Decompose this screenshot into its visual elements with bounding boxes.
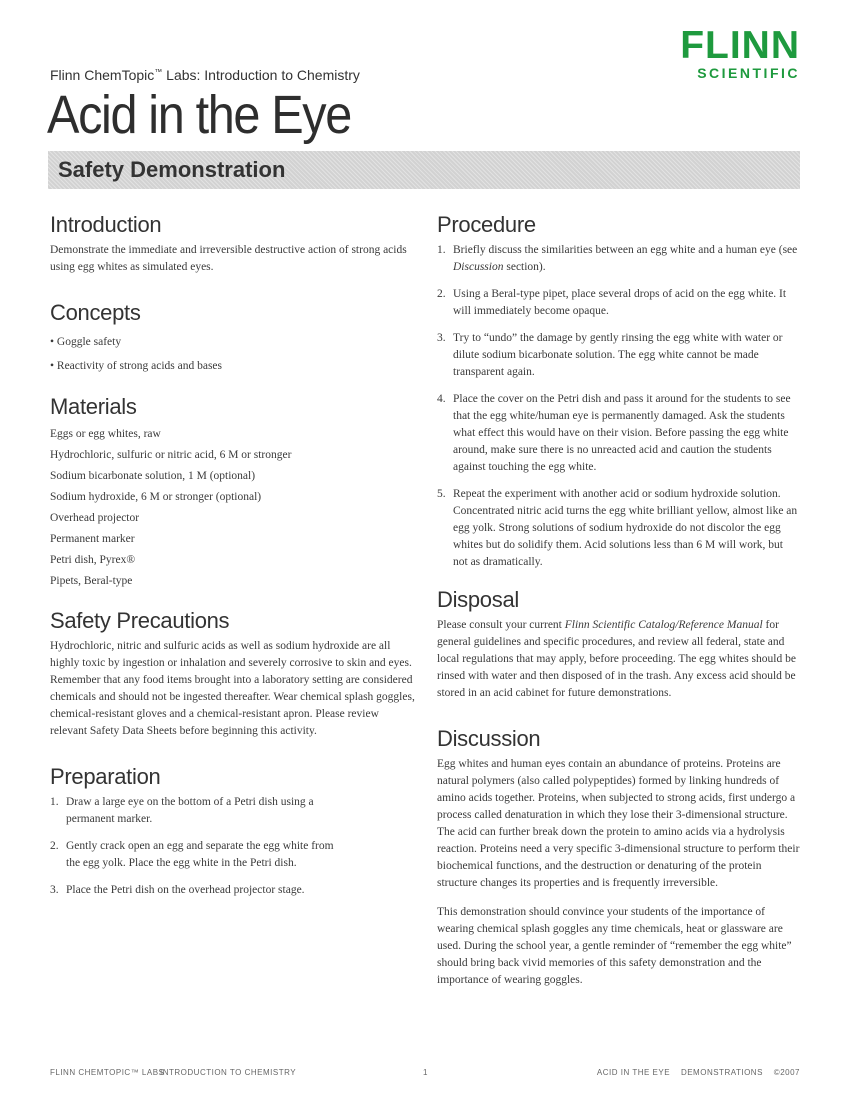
concept-item: • Reactivity of strong acids and bases	[50, 360, 223, 372]
material-item: Pipets, Beral-type	[50, 575, 133, 587]
step-text-post: section).	[503, 261, 546, 273]
introduction-section	[50, 212, 415, 276]
material-item: Eggs or egg whites, raw	[50, 428, 161, 440]
disposal-section	[437, 587, 800, 702]
preparation-heading: Preparation	[50, 764, 161, 789]
page-title: Acid in the Eye	[47, 85, 351, 145]
right-column	[437, 212, 800, 989]
procedure-heading: Procedure	[437, 212, 536, 237]
disposal-text-pre: Please consult your current	[437, 619, 565, 631]
step-number: 4.	[437, 393, 446, 405]
kicker-post: Labs: Introduction to Chemistry	[162, 67, 360, 83]
procedure-step	[437, 391, 800, 476]
procedure-step	[437, 486, 800, 571]
step-text-pre: Briefly discuss the similarities between an egg white and a human eye (see	[453, 244, 798, 256]
procedure-step	[437, 286, 800, 320]
discussion-section	[437, 726, 800, 989]
discussion-heading: Discussion	[437, 726, 541, 751]
material-item: Sodium hydroxide, 6 M or stronger (optional)	[50, 491, 262, 503]
kicker-pre: Flinn ChemTopic	[50, 67, 155, 83]
concept-item: • Goggle safety	[50, 336, 122, 348]
preparation-step	[50, 838, 350, 872]
material-item: Petri dish, Pyrex®	[50, 554, 136, 566]
footer-right: ACID IN THE EYE DEMONSTRATIONS ©2007	[596, 1068, 800, 1077]
disposal-text-em: Flinn Scientific Catalog/Reference Manual	[564, 619, 763, 631]
material-item: Hydrochloric, sulfuric or nitric acid, 6 M or stronger	[50, 449, 292, 461]
step-text: Place the Petri dish on the overhead projector stage.	[66, 884, 305, 896]
introduction-heading: Introduction	[50, 212, 162, 237]
material-item: Permanent marker	[50, 533, 135, 545]
logo-main-text: FLINN	[680, 24, 800, 67]
introduction-text: Demonstrate the immediate and irreversible destructive action of strong acids using egg whites as simulated eyes.	[50, 244, 407, 273]
step-text: Using a Beral-type pipet, place several drops of acid on the egg white. It will immediately become opaque.	[453, 288, 787, 317]
step-number: 1.	[50, 796, 59, 808]
materials-section	[50, 394, 415, 592]
discussion-paragraph-1: Egg whites and human eyes contain an abundance of proteins. Proteins are natural polymers (also called polypeptides) formed by linking hundreds of amino acids together. Proteins, when subjected to strong acids, first undergo a process called denaturation in which they lose their 3-dimensional structure. The acid can further break down the protein to amino acids via a hydrolysis reaction. Proteins need a very specific 3-dimensional structure to perform their biochemical functions, and the destruction or denaturing of the protein structure changes its properties and is frequently irreversible.	[437, 758, 800, 889]
left-column	[50, 212, 415, 909]
step-number: 5.	[437, 488, 446, 500]
safety-section	[50, 608, 415, 740]
preparation-steps	[50, 794, 350, 899]
step-text: Place the cover on the Petri dish and pass it around for the students to see that the egg white/human eye is permanently damaged. Ask the students what effect this would have on their vision. Before passing the egg white around, make sure there is no unreacted acid and caution the students against touching the egg white.	[453, 393, 791, 473]
procedure-step	[437, 330, 800, 381]
flinn-scientific-logo	[680, 26, 800, 80]
step-text-em: Discussion	[453, 261, 504, 273]
disposal-heading: Disposal	[437, 587, 519, 612]
preparation-section	[50, 764, 415, 899]
step-text: Draw a large eye on the bottom of a Petri dish using a permanent marker.	[66, 796, 314, 825]
procedure-section	[437, 212, 800, 571]
procedure-steps	[437, 242, 800, 571]
step-number: 2.	[437, 288, 446, 300]
disposal-text-post: for general guidelines and specific procedures, and review all federal, state and local regulations that may apply, before proceeding. The egg whites should be rinsed with water and then disposed of in the trash. Any excess acid should be stored in an acid cabinet for future demonstrations.	[437, 619, 796, 699]
concepts-heading: Concepts	[50, 300, 141, 325]
series-kicker	[50, 67, 360, 83]
disposal-text	[437, 617, 800, 702]
footer-page-number: 1	[423, 1068, 428, 1077]
preparation-step	[50, 882, 350, 899]
safety-heading: Safety Precautions	[50, 608, 230, 633]
kicker-tm: ™	[154, 67, 163, 77]
material-item: Sodium bicarbonate solution, 1 M (optional)	[50, 470, 256, 482]
banner-label: Safety Demonstration	[58, 157, 286, 182]
footer-series: FLINN CHEMTOPIC™ LABS	[50, 1068, 165, 1077]
safety-text: Hydrochloric, nitric and sulfuric acids as well as sodium hydroxide are all highly toxic by ingestion or inhalation and severely corrosive to skin and eyes. Remember that any food items brought into a laboratory setting are considered chemicals and should not be ingested thereafter. Wear chemical splash goggles, chemical-resistant gloves and a chemical-resistant apron. Please review relevant Safety Data Sheets before beginning this activity.	[50, 640, 415, 737]
step-number: 1.	[437, 244, 446, 256]
preparation-step	[50, 794, 350, 828]
procedure-step	[437, 242, 800, 276]
concepts-section	[50, 300, 415, 378]
step-number: 3.	[50, 884, 59, 896]
step-text: Repeat the experiment with another acid or sodium hydroxide solution. Concentrated nitric acid turns the egg white brilliant yellow, almost like an egg yolk. Strong solutions of sodium hydroxide do not discolor the egg whites but do solidify them. Acid solutions less than 6 M will work, but not as dramatically.	[453, 488, 798, 568]
materials-heading: Materials	[50, 394, 137, 419]
logo-sub-text: SCIENTIFIC	[697, 65, 800, 81]
material-item: Overhead projector	[50, 512, 140, 524]
step-text: Gently crack open an egg and separate the egg white from the egg yolk. Place the egg white in the Petri dish.	[66, 840, 334, 869]
step-number: 3.	[437, 332, 446, 344]
section-banner	[48, 151, 800, 189]
step-text: Try to “undo” the damage by gently rinsing the egg white with water or dilute sodium bicarbonate solution. The egg white cannot be made transparent again.	[453, 332, 783, 378]
discussion-paragraph-2: This demonstration should convince your students of the importance of wearing chemical splash goggles any time chemicals, heat or glassware are used. During the school year, a gentle reminder of “remember the egg white” should bring back vivid memories of this safety demonstration and the importance of wearing goggles.	[437, 906, 792, 986]
step-number: 2.	[50, 840, 59, 852]
footer-topic: INTRODUCTION TO CHEMISTRY	[160, 1068, 297, 1077]
